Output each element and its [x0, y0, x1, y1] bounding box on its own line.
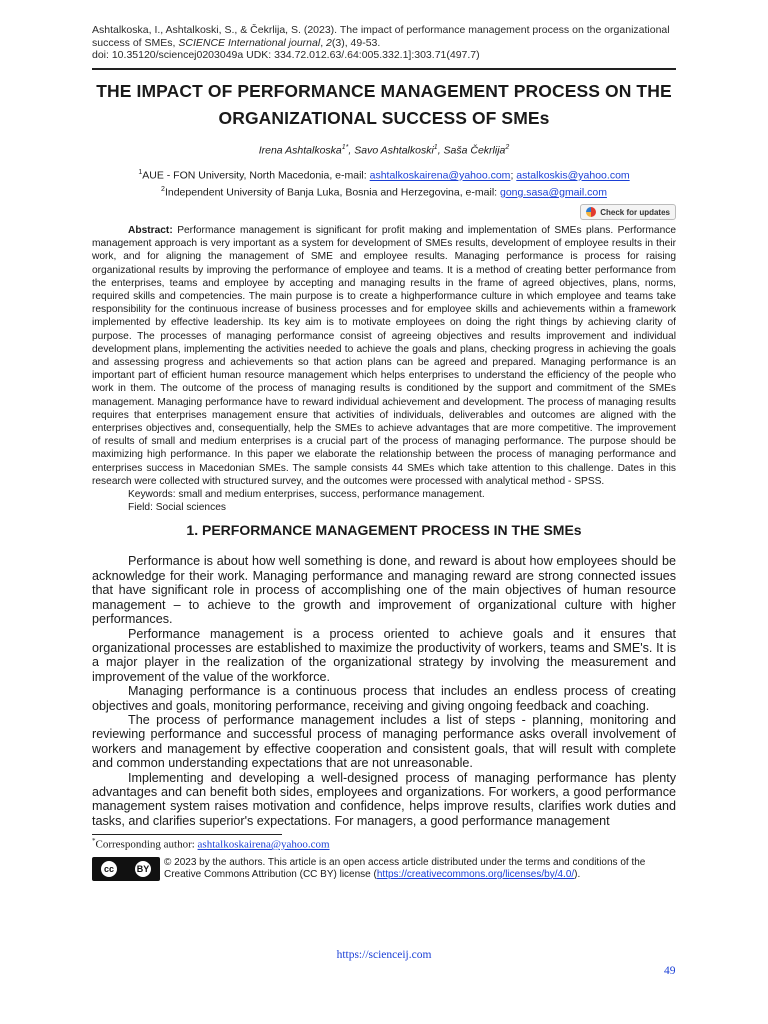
- paragraph: The process of performance management includes a list of steps - planning, monitoring and reviewing performance and successful process of managing performance asks overall involvement of workers and management by effective cooperation and consistent goals, that will result with complete and common understanding expectations that are not unreasonable.: [92, 712, 676, 771]
- affiliation-1-text: AUE - FON University, North Macedonia, e-mail:: [142, 169, 370, 182]
- keywords: Keywords: small and medium enterprises, success, performance management.: [128, 489, 485, 501]
- author-1: Irena Ashtalkoska: [258, 144, 342, 156]
- affiliation-2: [92, 183, 676, 200]
- license-text: [164, 857, 676, 881]
- email-sep: ;: [510, 169, 517, 182]
- paragraph: Managing performance is a continuous process that includes an endless process of creating objectives and goals, monitoring performance, receiving and giving ongoing feedback and coaching.: [92, 684, 676, 713]
- citation-sep: ,: [320, 36, 327, 49]
- footnote-sup: *: [92, 837, 96, 846]
- abstract: [92, 224, 676, 488]
- section-body: [92, 554, 676, 828]
- email-link-3[interactable]: gong.sasa@gmail.com: [499, 186, 607, 199]
- title-line-1: THE IMPACT OF PERFORMANCE MANAGEMENT PROCESS ON THE: [96, 80, 672, 101]
- paper-title: [92, 78, 676, 132]
- check-for-updates-button[interactable]: [580, 204, 676, 220]
- paragraph: Performance is about how well something is done, and reward is about how employees should be acknowledge for their work. Managing performance and managing reward are strong connected issues that have significant role in process of accomplishing one of the main objectives of human resource management – to achieve to the growth and improvement of organizational culture with higher performances.: [92, 554, 676, 627]
- email-link-1[interactable]: ashtalkoskairena@yahoo.com: [369, 169, 511, 182]
- by-logo: BY: [135, 861, 151, 877]
- page-number: 49: [664, 965, 676, 977]
- journal-name: SCIENCE International journal: [178, 36, 321, 49]
- footnote-email-link[interactable]: ashtalkoskairena@yahoo.com: [197, 838, 330, 851]
- volume: 2: [326, 36, 332, 49]
- license-url-link[interactable]: https://creativecommons.org/licenses/by/4.0/: [376, 868, 575, 880]
- check-for-updates-label: Check for updates: [600, 207, 670, 217]
- affiliation-1: [92, 166, 676, 183]
- citation-pages: (3), 49-53.: [331, 36, 381, 49]
- author-list: [92, 144, 676, 157]
- author-1-sup: 1*: [341, 143, 349, 151]
- site-link[interactable]: https://scienceij.com: [336, 949, 432, 961]
- author-3-sup: 2: [505, 143, 510, 151]
- section-heading: 1. PERFORMANCE MANAGEMENT PROCESS IN THE SMEs: [186, 522, 582, 539]
- author-2: , Savo Ashtalkoski: [348, 144, 434, 156]
- paragraph: Implementing and developing a well-designed process of managing performance has plenty advantages and can benefit both sides, employees and organizations. For workers, a good performance management system raises motivation and confidence, helps improve results, clarifies work duties and tasks, and clarifies superior's expectations. For managers, a good performance management: [92, 770, 676, 828]
- author-3: , Saša Čekrlija: [437, 144, 506, 156]
- field: Field: Social sciences: [128, 502, 226, 514]
- footnote-label: Corresponding author:: [95, 838, 198, 851]
- footnote: [92, 837, 676, 851]
- citation-header: [92, 24, 676, 62]
- license-block: [92, 857, 676, 881]
- affiliation-2-text: Independent University of Banja Luka, Bosnia and Herzegovina, e-mail:: [164, 186, 500, 199]
- author-2-sup: 1: [433, 143, 438, 151]
- crossmark-icon: [586, 207, 596, 217]
- license-text-post: ).: [574, 868, 581, 880]
- cc-by-icon[interactable]: [92, 857, 160, 881]
- paragraph: Performance management is a process oriented to achieve goals and it ensures that organizational processes are established to maximize the productivity of workers, teams and SME's. It is a major player in the realization of the organizational strategy by involving the measurement and improvement of the value of the workforce.: [92, 626, 676, 684]
- paper-page: [92, 24, 676, 881]
- abstract-text: Performance management is significant for profit making and implementation of SMEs plans. Performance management approach is very important as a system for development of SMEs results, development of employee results in their work, and for aligning the management of SME and employee results. Managing performance is process for raising organizational results by improving the performance of employee and teams. It is a method of creating better performance from the enterprises, teams and employee by accepting and managing results in the frame of agreed objectives, plans, norms, required skills and competencies. The main purpose is to create a highperformance culture in which employee and teams take responsibility for the continuous increase of business processes and for employee skills and achievements within a framework implemented by effective leadership. Its key aim is to motivate employees on doing the right things by achieving clarity of purpose. The processes of managing performance consist of agreeing objectives and results improvement and individual development plans, implementing the activities needed to achieve the goals and plans, checking progress in achieving the goals and assessing progress and achievements so that action plans can be agreed and prepared. Managing performance is an important part of efficient human resource management which helps enterprises to understand the efficiency of the people who work in them. The outcome of the process of managing results is conditioned by the support and commitment of the SMEs management. Managing performance have to reward individual achievement and development. The process of managing results requires that enterprises management ensure that activities of individuals, deliverables and outcomes are aligned with the enterprises objectives and, consequentially, help the SMEs to achieve advantages that are more competitive. The improvement of results of small and medium enterprises is a crucial part of the process of managing performance. The purpose should be maximizing high performance. In this paper we elaborate the relationship between the process of managing performance and enterprises success in Macedonian SMEs. The sample consists 44 SMEs which take attention to this challenge. Dates in this research were collected with structured survey, and the outcomes were processed with analytical method - SPSS.: [92, 225, 676, 487]
- cc-logo: cc: [101, 861, 117, 877]
- title-line-2: ORGANIZATIONAL SUCCESS OF SMEs: [218, 107, 550, 128]
- doi-line: doi: 10.35120/sciencej0203049a UDK: 334.72.012.63/.64:005.332.1]:303.71(497.7): [92, 49, 480, 61]
- license-text-pre: © 2023 by the authors. This article is an open access article distributed under the terms and conditions of the Creative Commons Attribution (CC BY) license (: [164, 856, 646, 880]
- footnote-rule: [92, 834, 282, 835]
- badge-row: [92, 204, 676, 220]
- abstract-label: Abstract:: [128, 225, 173, 236]
- header-rule: [92, 68, 676, 70]
- affiliations: [92, 166, 676, 200]
- citation-text: Ashtalkoska, I., Ashtalkoski, S., & Čekrlija, S. (2023). The impact of performance management process on the organizational success of SMEs,: [92, 24, 670, 49]
- affiliation-2-sup: 2: [161, 186, 165, 193]
- site-footer: [0, 949, 768, 961]
- email-link-2[interactable]: astalkoskis@yahoo.com: [516, 169, 630, 182]
- affiliation-1-sup: 1: [138, 169, 143, 176]
